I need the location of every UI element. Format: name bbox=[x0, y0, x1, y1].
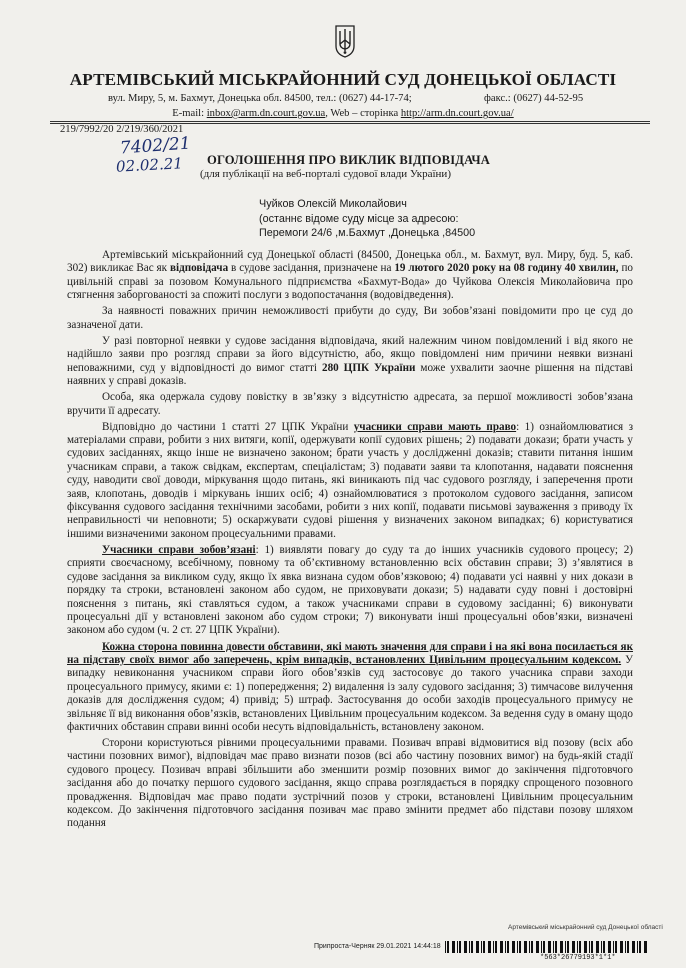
notice-subtitle: (для публікації на веб-порталі судової влади України) bbox=[200, 168, 451, 180]
court-name: АРТЕМІВСЬКИЙ МІСЬКРАЙОННИЙ СУД ДОНЕЦЬКОЇ ОБЛАСТІ bbox=[69, 70, 617, 89]
email-link[interactable]: inbox@arm.dn.court.gov.ua bbox=[206, 108, 326, 119]
notice-title: ОГОЛОШЕННЯ ПРО ВИКЛИК ВІДПОВІДАЧА bbox=[207, 153, 491, 167]
case-numbers: 219/7992/20 2/219/360/2021 bbox=[60, 124, 184, 135]
contact-line bbox=[0, 108, 686, 119]
paragraph-equal-rights: Сторони користуються рівними процесуальними правами. Позивач вправі відмовитися від позову (всіх або частини позовних вимог), відповідач має право визнати позов (всі або частину позовних вимог) на будь-якій стадії судового процесу. Позивач вправі збільшити або зменшити розмір позовних вимог до закінчення підготовчого засідання або до початку першого судового засідання, якщо справа розглядається в порядку спрощеного позовного провадження. Відповідач має право подати зустрічний позов у строки, встановлені Цивільним процесуальним кодексом. До закінчення підготовчого засідання позивач має право змінити предмет або підстави позову шляхом подання bbox=[67, 737, 633, 830]
web-label: , Web – сторінка bbox=[325, 108, 401, 119]
paragraph-duties: Учасники справи зобов’язані: 1) виявляти повагу до суду та до інших учасників судового процесу; 2) сприяти своєчасному, всебічному, повному та об’єктивному встановленню всіх обставин справи; 3) з’являтися в судове засідання за викликом суду, якщо їх явка визнана судом обов’язковою; 4) подавати усі наявні у них докази в порядку та строки, встановлені законом або судом, не приховувати докази; 5) надавати суду повні і достовірні пояснення з питань, які ставляться судом, а також учасниками справи в судовому засіданні; 6) виконувати процесуальні дії у встановлені законом або судом строки; 7) виконувати інші процесуальні обов’язки, визначені законом або судом (ч. 2 ст. 27 ЦПК України). bbox=[67, 543, 633, 637]
handwritten-registration-number: 7402/21 bbox=[119, 133, 192, 159]
barcode-number: *563*26779193*1*1* bbox=[540, 954, 616, 962]
paragraph-delivery: Особа, яка одержала судову повістку в зв’язку з відсутністю адресата, за першої можливості зобов’язана вручити її адресату. bbox=[67, 391, 633, 417]
paragraph-evidence: Кожна сторона повинна довести обставини, які мають значення для справи і на які вона посилається як на підставу своїх вимог або заперечень, крім випадків, встановлених Цивільним процесуальним кодексом. У випадку невиконання учасником справи його обов’язків суд застосовує до такого учасника справи заходи процесуального примусу, якими є: 1) попередження; 2) видалення із залу судового засідання; 3) тимчасове вилучення доказів для дослідження судом; 4) привід; 5) штраф. Застосування до особи заходів процесуального примусу не звільняє її від виконання обов’язків, встановлених Цивільним процесуальним кодексом. За ведення суду в оману щодо фактичних обставин справи винні особи несуть відповідальність, встановлену законом. bbox=[67, 640, 633, 733]
paragraph-notify: За наявності поважних причин неможливості прибути до суду, Ви зобов’язані повідомити про це суд до зазначеної дати. bbox=[67, 305, 633, 331]
trident-emblem-icon bbox=[334, 24, 356, 58]
email-label: E-mail: bbox=[172, 108, 207, 119]
paragraph-absence: У разі повторної неявки у судове засідання відповідача, який належним чином повідомлений і від якого не надійшло заяви про розгляд справи за його відсутністю, або, якщо повідомлені ним причини неявки визнані неповажними, суд у відповідності до вимог статті 280 ЦПК України може ухвалити заочне рішення на підставі наявних у справі доказів. bbox=[67, 334, 634, 388]
paragraph-rights: Відповідно до частини 1 статті 27 ЦПК України учасники справи мають право: 1) ознайомлюватися з матеріалами справи, робити з них витяги, копії, одержувати копії судових рішень; 2) подавати докази; брати участь у судових засіданнях, якщо інше не визначено законом; брати участь у дослідженні доказів; ставити питання іншим учасникам справи, а також свідкам, експертам, спеціалістам; 3) подавати заяви та клопотання, надавати пояснення суду, наводити свої доводи, міркування щодо питань, які виникають під час судового розгляду, і заперечення проти заяв, клопотань, доводів і міркувань інших осіб; 4) ознайомлюватися з протоколом судового засідання, записом фіксування судового засідання технічними засобами, робити з них копії, подавати письмові зауваження з приводу їх неправильності чи неповноти; 5) оскаржувати судові рішення у визначених законом випадках; 6) користуватися іншими визначеними законом процесуальними правами. bbox=[67, 420, 633, 540]
web-link[interactable]: http://arm.dn.court.gov.ua/ bbox=[400, 108, 514, 119]
print-info: Припроста-Черняк 29.01.2021 14:44:18 bbox=[314, 943, 441, 950]
paragraph-summons: Артемівський міськрайонний суд Донецької області (84500, Донецька обл., м. Бахмут, вул. Миру, буд. 5, каб. 302) викликає Вас як відповідача в судове засідання, призначене на 19 лютого 2020 року на 08 годину 40 хвилин, по цивільній справі за позовом Комунального підприємства «Бахмут-Вода» до Чуйкова Олексія Миколайовича про стягнення заборгованості за спожиті послуги з водопостачання (водовідведення). bbox=[67, 249, 633, 302]
court-address: вул. Миру, 5, м. Бахмут, Донецька обл. 84500, тел.: (0627) 44-17-74; bbox=[108, 93, 412, 104]
addressee-name: Чуйков Олексій Миколайович bbox=[259, 198, 407, 210]
court-fax: факс.: (0627) 44-52-95 bbox=[484, 93, 584, 104]
handwritten-date: 02.02.21 bbox=[115, 154, 184, 176]
court-stamp: Артемівський міськрайонний суд Донецької області bbox=[508, 924, 663, 931]
header-divider bbox=[50, 121, 650, 122]
addressee-address: Перемоги 24/6 ,м.Бахмут ,Донецька ,84500 bbox=[259, 227, 476, 240]
notice-body bbox=[67, 249, 633, 834]
addressee-block bbox=[259, 197, 475, 241]
addressee-note: (останнє відоме суду місце за адресою: bbox=[259, 212, 459, 225]
